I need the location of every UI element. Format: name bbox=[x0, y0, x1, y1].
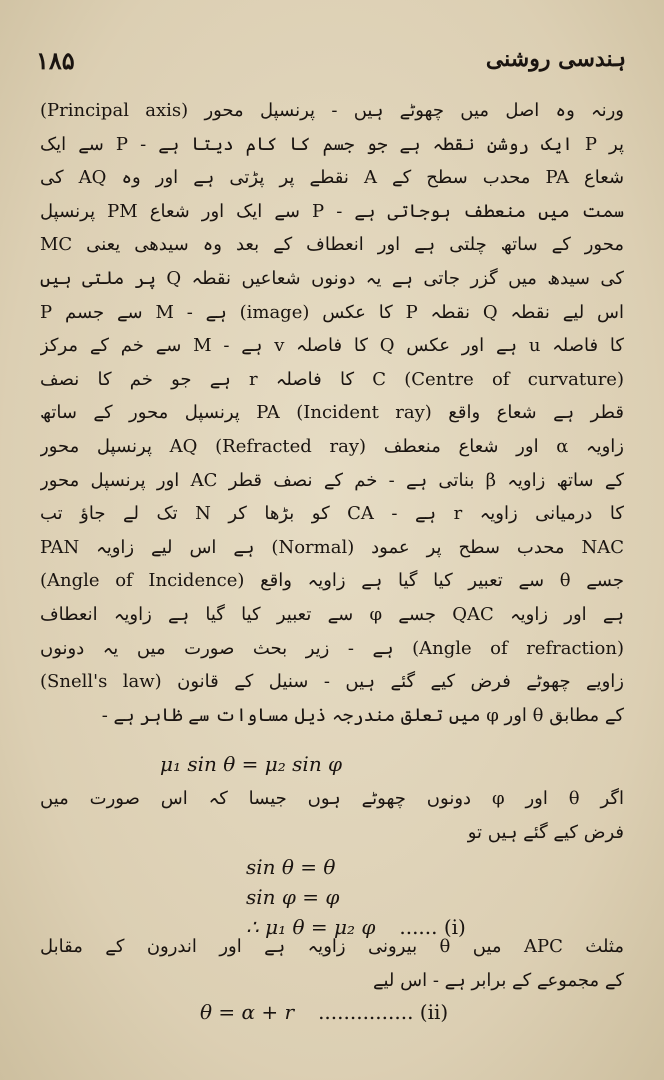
text-line: کا فاصلہ u ہے اور عکس Q کا فاصلہ v ہے - M سے خم کے مرکز bbox=[40, 335, 624, 357]
small-angle-equations bbox=[246, 852, 566, 942]
text-line: زاویے چھوٹے فرض کیے گئے ہیں - سنیل کے قانون (Snell's law) bbox=[40, 671, 624, 693]
exterior-angle-equation bbox=[200, 1000, 448, 1024]
paragraph-2 bbox=[40, 782, 624, 849]
text-line: اگر θ اور φ دونوں چھوٹے ہوں جیسا کہ اس صورت میں bbox=[40, 788, 624, 809]
page-number: ۱۸۵ bbox=[36, 46, 75, 75]
snells-law-equation: μ₁ sin θ = μ₂ sin φ bbox=[160, 752, 343, 776]
equation-tag-i: ...... (i) bbox=[399, 915, 466, 939]
text-line: مثلث APC میں θ بیرونی زاویہ ہے اور اندرون کے مقابل bbox=[40, 936, 624, 957]
text-line: کی سیدھ میں گزر جاتی ہے یہ دونوں شعاعیں نقطہ Q پر ملتی ہیں bbox=[40, 267, 624, 289]
text-line: (Angle of refraction) ہے - زیر بحث صورت میں یہ دونوں bbox=[40, 637, 624, 659]
text-line: کے ساتھ زاویہ β بناتی ہے - خم کے نصف قطر AC اور پرنسپل محور bbox=[40, 469, 624, 491]
text-line: قطر ہے شعاع واقع (Incident ray) PA پرنسپل محور کے ساتھ bbox=[40, 402, 624, 424]
running-title: ہندسی روشنی bbox=[485, 46, 626, 72]
equation-text: θ = α + r bbox=[200, 1000, 295, 1024]
text-line: سمت میں منعطف ہوجاتی ہے - P سے ایک اور شعاع PM پرنسپل bbox=[40, 200, 624, 222]
text-line: پر P ایک روشن نقطہ ہے جو جسم کا کام دیتا ہے - P سے ایک bbox=[40, 133, 624, 155]
text-line: ہے اور زاویہ QAC جسے φ سے تعبیر کیا گیا ہے زاویہ انعطاف bbox=[40, 603, 624, 625]
paragraph-1 bbox=[40, 94, 624, 732]
text-line: شعاع PA محدب سطح کے A نقطے پر پڑتی ہے اور وہ AQ کی bbox=[40, 167, 624, 189]
equation-text: ∴ μ₁ θ = μ₂ φ bbox=[246, 915, 376, 939]
text-line: NAC محدب سطح پر عمود (Normal) ہے اس لیے زاویہ PAN bbox=[40, 536, 624, 558]
page-header bbox=[36, 46, 626, 82]
text-line: کے مطابق θ اور φ میں تعلق مندرجہ ذیل مساوات سے ظاہر ہے - bbox=[101, 704, 624, 726]
equation-line: sin θ = θ bbox=[246, 855, 336, 879]
equation-tag-ii: ............... (ii) bbox=[318, 1000, 449, 1024]
text-line: زاویہ α اور شعاع منعطف (Refracted ray) AQ پرنسپل محور bbox=[40, 435, 624, 457]
text-line: اس لیے نقطہ Q نقطہ P کا عکس (image) ہے - M سے جسم P bbox=[40, 301, 624, 323]
text-line: محور کے ساتھ چلتی ہے اور انعطاف کے بعد وہ سیدھی یعنی MC bbox=[40, 234, 624, 256]
paragraph-3 bbox=[40, 930, 624, 997]
text-line: C (Centre of curvature) کا فاصلہ r ہے جو خم کا نصف bbox=[40, 368, 624, 390]
text-line: جسے θ سے تعبیر کیا گیا ہے زاویہ واقع (Angle of Incidence) bbox=[40, 570, 624, 592]
text-line: فرض کیے گئے ہیں تو bbox=[467, 821, 624, 843]
equation-line: sin φ = φ bbox=[246, 885, 340, 909]
text-line: ورنہ وہ اصل میں چھوٹے ہیں - پرنسپل محور (Principal axis) bbox=[40, 100, 624, 121]
text-line: کا درمیانی زاویہ r ہے - CA کو بڑھا کر N تک لے جاؤ تب bbox=[40, 503, 624, 525]
text-line: کے مجموعے کے برابر ہے - اس لیے bbox=[372, 969, 624, 991]
